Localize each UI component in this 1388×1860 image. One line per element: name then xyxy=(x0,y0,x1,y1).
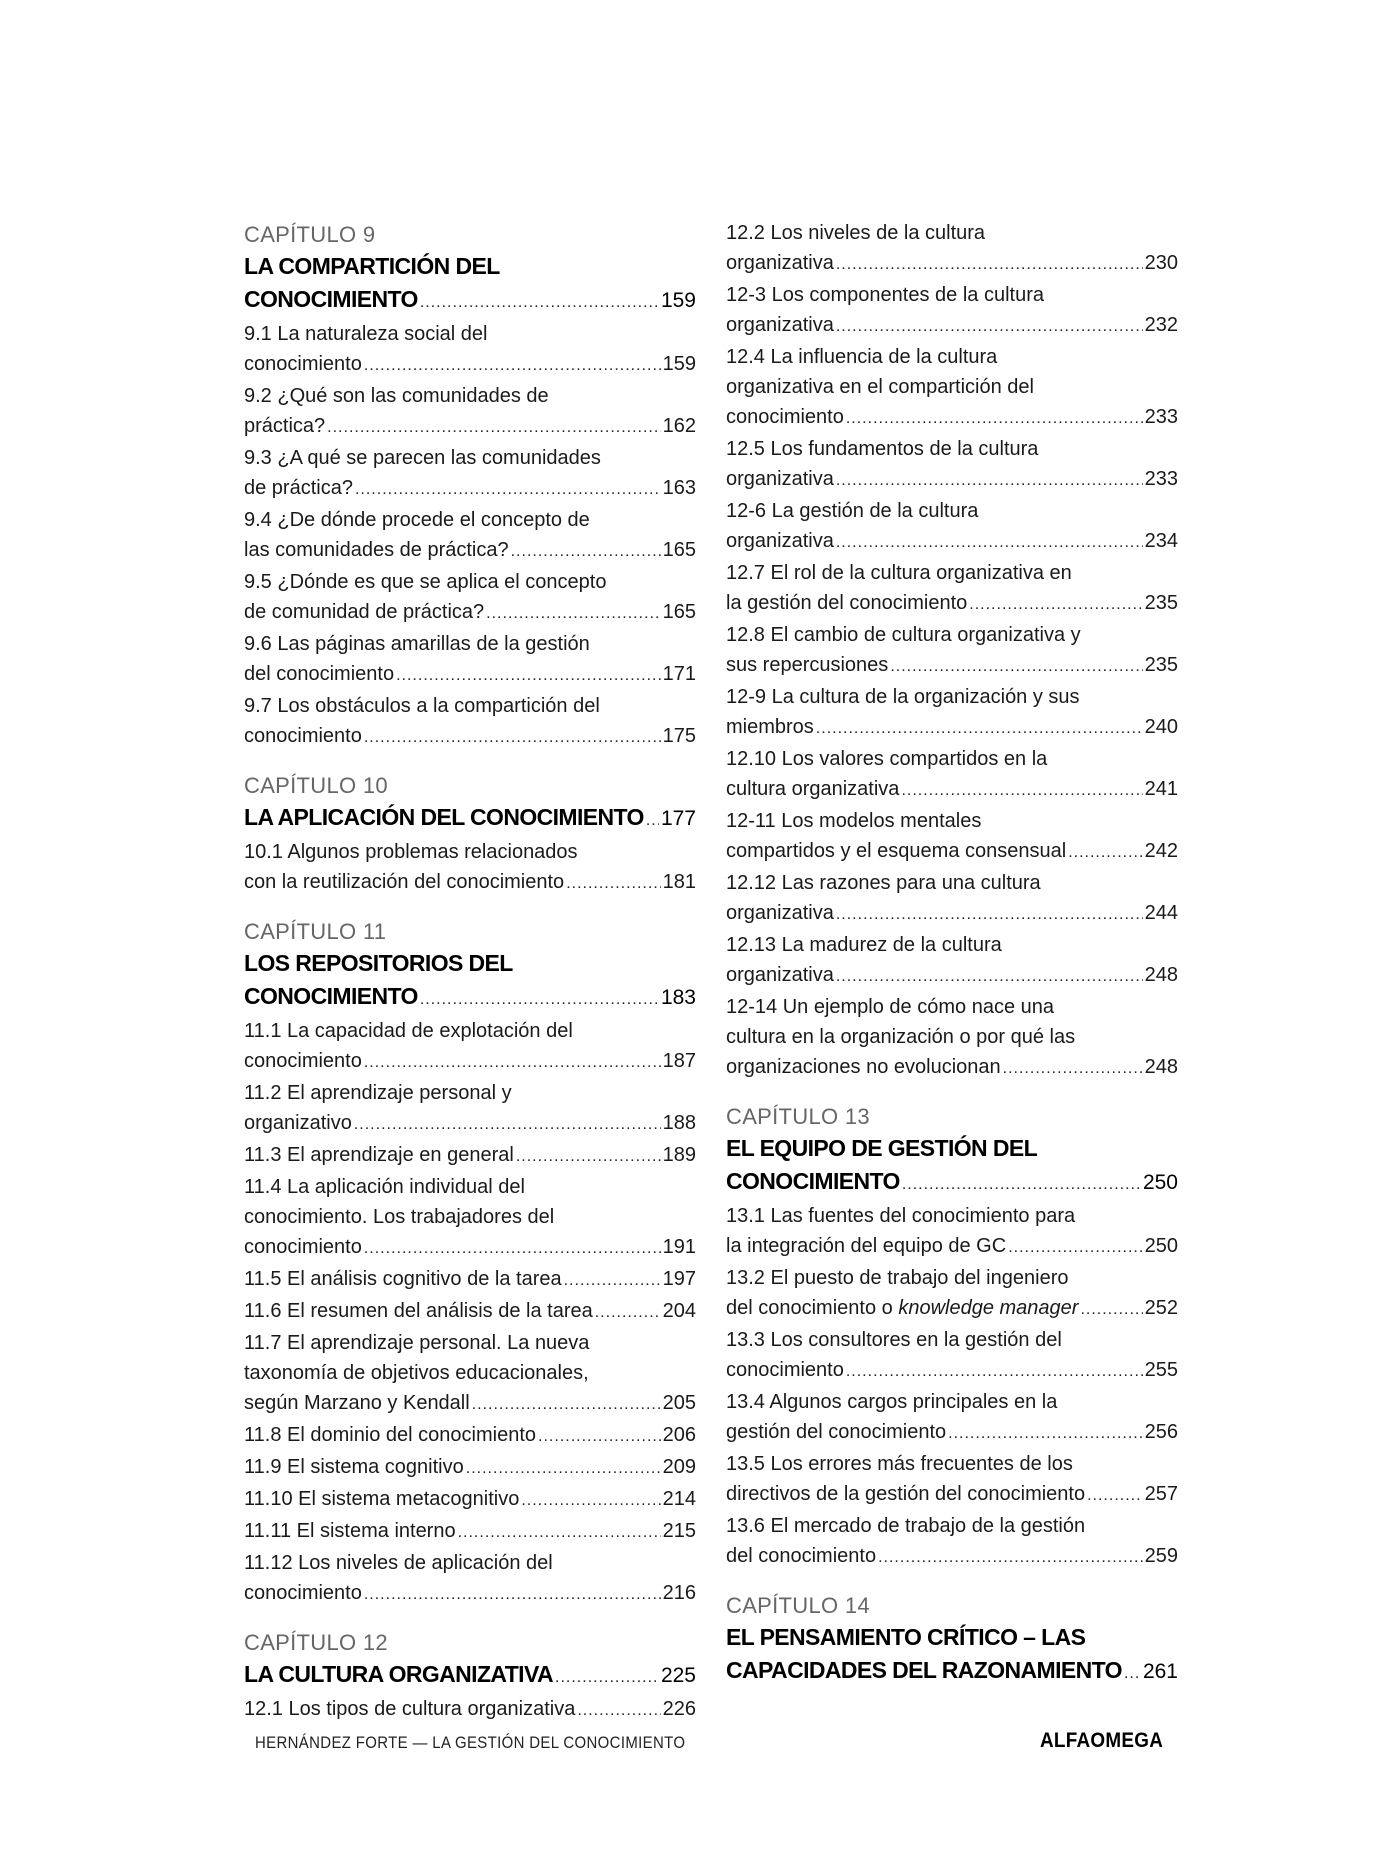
entry-text: conocimiento xyxy=(244,725,362,747)
toc-entry[interactable] xyxy=(726,558,1178,620)
toc-entry[interactable] xyxy=(244,567,696,629)
page-number: 188 xyxy=(662,1112,696,1134)
entry-text: organizativa xyxy=(726,252,834,274)
toc-entry[interactable] xyxy=(244,1452,696,1484)
page-number: 241 xyxy=(1144,778,1178,800)
leader-dots xyxy=(364,351,661,381)
leader-dots xyxy=(577,1696,660,1726)
chapter-title[interactable] xyxy=(244,1658,696,1694)
toc-entry[interactable] xyxy=(726,1201,1178,1263)
entry-text: práctica? xyxy=(244,415,326,437)
chapter-title-line: EL PENSAMIENTO CRÍTICO – LAS xyxy=(726,1624,1086,1650)
page-number: 235 xyxy=(1144,654,1178,676)
entry-text: conocimiento xyxy=(244,353,362,375)
entry-text-italic: knowledge manager xyxy=(898,1297,1079,1319)
leader-dots xyxy=(355,475,661,505)
entry-text: la integración del equipo de GC xyxy=(726,1235,1007,1257)
entry-text xyxy=(726,1293,1078,1323)
page-number: 252 xyxy=(1144,1297,1178,1319)
entry-text: organizativa xyxy=(726,964,834,986)
page-number: 187 xyxy=(662,1050,696,1072)
leader-dots xyxy=(969,590,1142,620)
chapter-label: CAPÍTULO 11 xyxy=(244,919,387,944)
toc-entry[interactable] xyxy=(726,1263,1178,1325)
page-number: 205 xyxy=(662,1392,696,1414)
page-number: 175 xyxy=(662,725,696,747)
entry-text: del conocimiento xyxy=(726,1545,877,1567)
leader-dots xyxy=(595,1298,661,1328)
page-number: 216 xyxy=(662,1582,696,1604)
leader-dots xyxy=(846,1357,1143,1387)
toc-entry[interactable] xyxy=(244,1484,696,1516)
entry-text: 12-14 Un ejemplo de cómo nace una xyxy=(726,996,1054,1018)
leader-dots xyxy=(458,1518,661,1548)
entry-text: 9.1 La naturaleza social del xyxy=(244,323,488,345)
entry-text: 12-6 La gestión de la cultura xyxy=(726,500,979,522)
toc-entry[interactable] xyxy=(726,930,1178,992)
toc-entry[interactable] xyxy=(244,381,696,443)
entry-text: según Marzano y Kendall xyxy=(244,1392,470,1414)
chapter-title-line: EL EQUIPO DE GESTIÓN DEL xyxy=(726,1135,1038,1161)
leader-dots xyxy=(890,652,1142,682)
page-number: 159 xyxy=(660,289,696,312)
entry-text: 11.7 El aprendizaje personal. La nueva xyxy=(244,1332,590,1354)
leader-dots xyxy=(846,404,1143,434)
leader-dots xyxy=(511,537,661,567)
page-number: 191 xyxy=(662,1236,696,1258)
page-number: 250 xyxy=(1142,1171,1178,1194)
leader-dots xyxy=(521,1486,660,1516)
entry-text: 12.7 El rol de la cultura organizativa en xyxy=(726,562,1072,584)
chapter-title[interactable] xyxy=(726,1621,1178,1690)
leader-dots xyxy=(646,804,659,837)
entry-text: taxonomía de objetivos educacionales, xyxy=(244,1362,589,1384)
entry-text: 13.2 El puesto de trabajo del ingeniero xyxy=(726,1267,1069,1289)
page-number: 234 xyxy=(1144,530,1178,552)
entry-text-part: del conocimiento o xyxy=(726,1297,899,1319)
entry-text: organizativa xyxy=(726,468,834,490)
chapter-title-line: CONOCIMIENTO xyxy=(244,983,418,1009)
footer-author-title: HERNÁNDEZ FORTE — LA GESTIÓN DEL CONOCIMIENTO xyxy=(255,1733,686,1752)
page-number: 163 xyxy=(662,477,696,499)
entry-text: la gestión del conocimiento xyxy=(726,592,968,614)
entry-text: organizativa xyxy=(726,902,834,924)
leader-dots xyxy=(836,962,1143,992)
entry-text: 11.9 El sistema cognitivo xyxy=(244,1456,464,1478)
toc-entry[interactable] xyxy=(244,1140,696,1172)
chapter-title-line: CAPACIDADES DEL RAZONAMIENTO xyxy=(726,1657,1122,1683)
page-number: 248 xyxy=(1144,964,1178,986)
chapter-title-line: LA APLICACIÓN DEL CONOCIMIENTO xyxy=(244,804,644,830)
leader-dots xyxy=(816,714,1143,744)
toc-entry[interactable] xyxy=(244,629,696,691)
leader-dots xyxy=(901,776,1142,806)
page-number: 197 xyxy=(662,1268,696,1290)
chapter-title-line: LA CULTURA ORGANIZATIVA xyxy=(244,1661,554,1687)
leader-dots xyxy=(566,869,660,899)
leader-dots xyxy=(364,1048,661,1078)
entry-text: 13.3 Los consultores en la gestión del xyxy=(726,1329,1062,1351)
page-number: 255 xyxy=(1144,1359,1178,1381)
toc-entry[interactable] xyxy=(244,691,696,753)
entry-text: 9.3 ¿A qué se parecen las comunidades xyxy=(244,447,601,469)
entry-text: 13.1 Las fuentes del conocimiento para xyxy=(726,1205,1076,1227)
entry-text: cultura organizativa xyxy=(726,778,900,800)
toc-entry[interactable] xyxy=(726,1449,1178,1511)
footer-publisher: ALFAOMEGA xyxy=(1040,1729,1164,1752)
toc-entry[interactable] xyxy=(726,744,1178,806)
page-number: 248 xyxy=(1144,1056,1178,1078)
leader-dots xyxy=(836,528,1143,558)
entry-text: 11.3 El aprendizaje en general xyxy=(244,1144,514,1166)
toc-entry[interactable] xyxy=(244,1264,696,1296)
leader-dots xyxy=(948,1419,1142,1449)
toc-entry[interactable] xyxy=(726,218,1178,280)
page-number: 206 xyxy=(662,1424,696,1446)
page-number: 259 xyxy=(1144,1545,1178,1567)
leader-dots xyxy=(878,1543,1143,1573)
chapter-label: CAPÍTULO 14 xyxy=(726,1593,870,1618)
leader-dots xyxy=(420,286,659,319)
entry-text: 12.12 Las razones para una cultura xyxy=(726,872,1041,894)
toc-right-column xyxy=(726,218,1178,1690)
toc-entry[interactable] xyxy=(726,682,1178,744)
page-number: 240 xyxy=(1144,716,1178,738)
page-number: 242 xyxy=(1144,840,1178,862)
page-number: 256 xyxy=(1144,1421,1178,1443)
entry-text: conocimiento xyxy=(726,406,844,428)
page-number: 181 xyxy=(662,871,696,893)
toc-entry[interactable] xyxy=(244,319,696,381)
toc-entry[interactable] xyxy=(244,1420,696,1452)
chapter-title[interactable] xyxy=(244,947,696,1016)
entry-text: organizativa en el compartición del xyxy=(726,376,1034,398)
entry-text: 11.12 Los niveles de aplicación del xyxy=(244,1552,553,1574)
leader-dots xyxy=(327,413,660,443)
leader-dots xyxy=(1080,1295,1142,1325)
page-number: 165 xyxy=(662,601,696,623)
entry-text: 12.13 La madurez de la cultura xyxy=(726,934,1002,956)
entry-text: con la reutilización del conocimiento xyxy=(244,871,565,893)
entry-text: 12.2 Los niveles de la cultura xyxy=(726,222,986,244)
page-number: 250 xyxy=(1144,1235,1178,1257)
entry-text: 12.8 El cambio de cultura organizativa y xyxy=(726,624,1081,646)
entry-text: 12.1 Los tipos de cultura organizativa xyxy=(244,1698,576,1720)
entry-text: 12.5 Los fundamentos de la cultura xyxy=(726,438,1039,460)
entry-text: 12-11 Los modelos mentales xyxy=(726,810,982,832)
entry-text: 11.8 El dominio del conocimiento xyxy=(244,1424,537,1446)
entry-text: 9.2 ¿Qué son las comunidades de xyxy=(244,385,549,407)
leader-dots xyxy=(538,1422,661,1452)
page-number: 233 xyxy=(1144,406,1178,428)
toc-entry[interactable] xyxy=(244,1328,696,1420)
leader-dots xyxy=(1068,838,1142,868)
toc-entry[interactable] xyxy=(726,280,1178,342)
leader-dots xyxy=(564,1266,661,1296)
page-number: 235 xyxy=(1144,592,1178,614)
leader-dots xyxy=(1003,1054,1143,1084)
toc-entry[interactable] xyxy=(244,1694,696,1726)
entry-text: de comunidad de práctica? xyxy=(244,601,485,623)
leader-dots xyxy=(555,1661,659,1694)
leader-dots xyxy=(836,250,1143,280)
entry-text: organizativa xyxy=(726,314,834,336)
toc-entry[interactable] xyxy=(244,1516,696,1548)
entry-text: organizativo xyxy=(244,1112,352,1134)
page-number: 159 xyxy=(662,353,696,375)
leader-dots xyxy=(902,1168,1141,1201)
entry-text: conocimiento. Los trabajadores del xyxy=(244,1206,555,1228)
entry-text: conocimiento xyxy=(726,1359,844,1381)
page-number: 204 xyxy=(662,1300,696,1322)
page-number: 177 xyxy=(660,807,696,830)
page-number: 183 xyxy=(660,986,696,1009)
page-number: 165 xyxy=(662,539,696,561)
page-number: 244 xyxy=(1144,902,1178,924)
toc-entry[interactable] xyxy=(244,1078,696,1140)
toc-entry[interactable] xyxy=(726,620,1178,682)
toc-entry[interactable] xyxy=(726,1325,1178,1387)
page-number: 226 xyxy=(662,1698,696,1720)
page-number: 257 xyxy=(1144,1483,1178,1505)
entry-text: 12-9 La cultura de la organización y sus xyxy=(726,686,1080,708)
entry-text: 9.6 Las páginas amarillas de la gestión xyxy=(244,633,590,655)
entry-text: del conocimiento xyxy=(244,663,395,685)
toc-entry[interactable] xyxy=(726,868,1178,930)
entry-text: las comunidades de práctica? xyxy=(244,539,509,561)
toc-entry[interactable] xyxy=(726,1511,1178,1573)
entry-text: de práctica? xyxy=(244,477,353,499)
chapter-12-continued xyxy=(726,218,1178,1084)
chapter-title[interactable] xyxy=(244,250,696,319)
entry-text: compartidos y el esquema consensual xyxy=(726,840,1067,862)
entry-text: conocimiento xyxy=(244,1582,362,1604)
chapter-label: CAPÍTULO 13 xyxy=(726,1104,870,1129)
toc-entry[interactable] xyxy=(726,806,1178,868)
toc-left-column xyxy=(244,220,696,1726)
page-number: 230 xyxy=(1144,252,1178,274)
leader-dots xyxy=(836,900,1143,930)
leader-dots xyxy=(1124,1657,1141,1690)
entry-text: gestión del conocimiento xyxy=(726,1421,947,1443)
toc-entry[interactable] xyxy=(244,443,696,505)
page-number: 162 xyxy=(662,415,696,437)
toc-entry[interactable] xyxy=(726,1387,1178,1449)
entry-text: cultura en la organización o por qué las xyxy=(726,1026,1076,1048)
entry-text: 13.4 Algunos cargos principales en la xyxy=(726,1391,1058,1413)
entry-text: directivos de la gestión del conocimiento xyxy=(726,1483,1086,1505)
entry-text: sus repercusiones xyxy=(726,654,889,676)
page-number: 189 xyxy=(662,1144,696,1166)
entry-text: conocimiento xyxy=(244,1050,362,1072)
leader-dots xyxy=(364,1234,661,1264)
entry-text: 13.6 El mercado de trabajo de la gestión xyxy=(726,1515,1086,1537)
entry-text: 11.11 El sistema interno xyxy=(244,1520,456,1542)
leader-dots xyxy=(466,1454,661,1484)
entry-text: 12.4 La influencia de la cultura xyxy=(726,346,998,368)
entry-text: 9.5 ¿Dónde es que se aplica el concepto xyxy=(244,571,607,593)
toc-entry[interactable] xyxy=(726,496,1178,558)
leader-dots xyxy=(420,983,659,1016)
chapter-title-line: LOS REPOSITORIOS DEL xyxy=(244,950,513,976)
toc-entry[interactable] xyxy=(244,837,696,899)
entry-text: conocimiento xyxy=(244,1236,362,1258)
toc-entry[interactable] xyxy=(244,505,696,567)
entry-text: 12-3 Los componentes de la cultura xyxy=(726,284,1044,306)
page-number: 225 xyxy=(660,1664,696,1687)
entry-text: organizativa xyxy=(726,530,834,552)
page-number: 209 xyxy=(662,1456,696,1478)
entry-text: 12.10 Los valores compartidos en la xyxy=(726,748,1048,770)
chapter-title-line: CONOCIMIENTO xyxy=(726,1168,900,1194)
leader-dots xyxy=(472,1390,661,1420)
leader-dots xyxy=(836,466,1143,496)
entry-text: 13.5 Los errores más frecuentes de los xyxy=(726,1453,1073,1475)
entry-text: miembros xyxy=(726,716,814,738)
leader-dots xyxy=(1008,1233,1142,1263)
page-number: 261 xyxy=(1142,1660,1178,1683)
chapter-title-line: LA COMPARTICIÓN DEL xyxy=(244,253,500,279)
toc-entry[interactable] xyxy=(726,342,1178,434)
entry-text: 9.7 Los obstáculos a la compartición del xyxy=(244,695,600,717)
leader-dots xyxy=(364,1580,661,1610)
chapter-title-line: CONOCIMIENTO xyxy=(244,286,418,312)
entry-text: 11.6 El resumen del análisis de la tarea xyxy=(244,1300,593,1322)
entry-text: organizaciones no evolucionan xyxy=(726,1056,1001,1078)
chapter-label: CAPÍTULO 9 xyxy=(244,222,376,247)
leader-dots xyxy=(516,1142,661,1172)
page-number: 215 xyxy=(662,1520,696,1542)
leader-dots xyxy=(836,312,1143,342)
toc-entry[interactable] xyxy=(244,1296,696,1328)
entry-text: 11.4 La aplicación individual del xyxy=(244,1176,525,1198)
page-number: 232 xyxy=(1144,314,1178,336)
chapter-title[interactable] xyxy=(726,1132,1178,1201)
entry-text: 9.4 ¿De dónde procede el concepto de xyxy=(244,509,590,531)
leader-dots xyxy=(364,723,661,753)
entry-text: 11.10 El sistema metacognitivo xyxy=(244,1488,520,1510)
chapter-title[interactable] xyxy=(244,801,696,837)
page-number: 214 xyxy=(662,1488,696,1510)
toc-entry[interactable] xyxy=(726,992,1178,1084)
entry-text: 10.1 Algunos problemas relacionados xyxy=(244,841,578,863)
leader-dots xyxy=(486,599,660,629)
chapter-label: CAPÍTULO 12 xyxy=(244,1630,388,1655)
entry-text: 11.5 El análisis cognitivo de la tarea xyxy=(244,1268,562,1290)
leader-dots xyxy=(354,1110,661,1140)
chapter-label: CAPÍTULO 10 xyxy=(244,773,388,798)
toc-entry[interactable] xyxy=(726,434,1178,496)
toc-entry[interactable] xyxy=(244,1016,696,1078)
page-number: 171 xyxy=(662,663,696,685)
entry-text: 11.2 El aprendizaje personal y xyxy=(244,1082,512,1104)
toc-entry[interactable] xyxy=(244,1172,696,1264)
leader-dots xyxy=(396,661,661,691)
leader-dots xyxy=(1087,1481,1143,1511)
toc-entry[interactable] xyxy=(244,1548,696,1610)
entry-text: 11.1 La capacidad de explotación del xyxy=(244,1020,573,1042)
page-number: 233 xyxy=(1144,468,1178,490)
